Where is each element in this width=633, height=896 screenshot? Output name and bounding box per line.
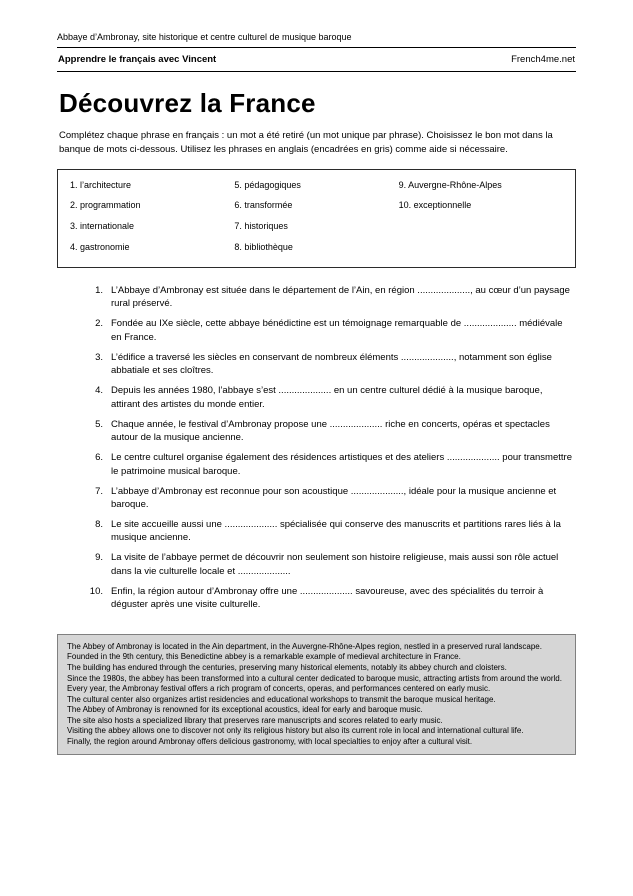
sentence-item — [83, 451, 574, 478]
word-bank-item: 4. gastronomie — [70, 241, 130, 252]
header-brand-text: Apprendre le français avec Vincent — [58, 54, 217, 65]
english-sentence: The site also hosts a specialized library that preserves rare manuscripts and scores related to early music. — [67, 715, 443, 725]
english-sentence: Finally, the region around Ambronay offers delicious gastronomy, with local specialties to enjoy after a cultural visit. — [67, 736, 473, 746]
sentence-item — [83, 351, 574, 378]
sentence-text: Le site accueille aussi une .................... spécialisée qui conserve des manuscrits et partitions rares liés à la musique ancienne. — [111, 519, 561, 544]
sentence-text: L’édifice a traversé les siècles en conservant de nombreux éléments ...................., notamment son église abbatiale et ses cloîtres. — [111, 351, 552, 377]
header-bar — [57, 47, 576, 72]
english-sentence: The Abbey of Ambronay is renowned for its exceptional acoustics, ideal for early and baroque music. — [67, 705, 423, 715]
sentence-number: 8. — [95, 519, 103, 530]
sentence-item — [83, 418, 574, 445]
word-bank-item: 7. historiques — [234, 221, 288, 232]
english-sentence: Visiting the abbey allows one to discover not only its religious history but also its current role in local and international cultural life. — [67, 726, 524, 736]
sentence-number: 9. — [95, 552, 103, 564]
page-title: Découvrez la France — [59, 88, 316, 118]
sentence-item — [83, 551, 574, 578]
sentence-text: Fondée au IXe siècle, cette abbaye bénédictine est un témoignage remarquable de .................... médiévale en France. — [111, 318, 563, 343]
english-sentence: Founded in the 9th century, this Benedictine abbey is a remarkable example of medieval architecture in France. — [67, 652, 461, 662]
sentence-text: Chaque année, le festival d’Ambronay propose une .................... riche en concerts, opéras et spectacles autour de la musique ancienne. — [111, 418, 550, 444]
sentence-number: 10. — [89, 585, 103, 597]
sentence-number: 3. — [95, 351, 103, 363]
sentence-item — [83, 518, 574, 545]
word-bank-column — [70, 180, 234, 263]
sentence-text: Le centre culturel organise également des résidences artistiques et des ateliers .................... pour transmettre le patrimoine musical baroque. — [111, 452, 572, 477]
sentence-text: L’Abbaye d’Ambronay est située dans le département de l’Ain, en région ...................., au cœur d’un paysage rural préservé. — [111, 284, 570, 310]
sentence-number: 6. — [95, 452, 103, 464]
english-sentence: Since the 1980s, the abbey has been transformed into a cultural center dedicated to baroque music, attracting artists from around the world. — [67, 673, 562, 683]
english-sentence: The cultural center also organizes artist residencies and educational workshops to transmit the baroque musical heritage. — [67, 694, 496, 704]
word-bank-column — [234, 180, 398, 263]
word-bank-columns — [57, 169, 576, 268]
word-bank-item: 10. exceptionnelle — [398, 200, 472, 211]
english-sentence: The building has endured through the centuries, preserving many historical elements, notably its abbey church and cloisters. — [67, 663, 507, 672]
sentence-item — [83, 485, 574, 512]
sentence-item — [83, 384, 574, 411]
word-bank-item: 9. Auvergne-Rhône-Alpes — [398, 179, 502, 190]
sentence-number: 1. — [95, 284, 103, 296]
word-bank-item: 3. internationale — [70, 221, 135, 232]
sentence-item — [83, 284, 574, 311]
word-bank-item: 1. l’architecture — [70, 179, 132, 190]
sentence-number: 7. — [95, 485, 103, 497]
word-bank-item: 2. programmation — [70, 200, 141, 211]
document-subtitle: Abbaye d’Ambronay, site historique et centre culturel de musique baroque — [57, 32, 352, 42]
sentence-text: La visite de l’abbaye permet de découvrir non seulement son histoire religieuse, mais aussi son rôle actuel dans la vie culturelle locale et .................... — [111, 552, 559, 577]
sentence-text: L’abbaye d’Ambronay est reconnue pour son acoustique ...................., idéale pour la musique ancienne et baroque. — [111, 485, 557, 511]
sentence-number: 5. — [95, 418, 103, 430]
exercise-instructions: Complétez chaque phrase en français : un mot a été retiré (un mot unique par phrase). Choisissez le bon mot dans la banque de mots ci-dessous. Utilisez les phrases en anglais (encadrées en gris) comme aide si nécessaire. — [59, 130, 553, 155]
header-website-text: French4me.net — [511, 54, 575, 65]
sentence-item — [83, 585, 574, 612]
word-bank-column — [399, 180, 563, 263]
word-bank-item: 8. bibliothèque — [234, 241, 293, 252]
word-bank-item: 6. transformée — [234, 200, 293, 211]
sentence-text: Depuis les années 1980, l’abbaye s’est .................... en un centre culturel dédié à la musique baroque, attirant des artistes du monde entier. — [111, 385, 543, 410]
sentence-list — [83, 284, 576, 612]
english-sentence: The Abbey of Ambronay is located in the Ain department, in the Auvergne-Rhône-Alpes region, nestled in a preserved rural landscape. — [67, 641, 542, 651]
sentence-number: 4. — [95, 385, 103, 397]
sentence-number: 2. — [95, 318, 103, 330]
english-help-box — [57, 634, 576, 755]
english-sentence: Every year, the Ambronay festival offers a rich program of concerts, operas, and performances centered on early music. — [67, 684, 491, 694]
sentence-text: Enfin, la région autour d’Ambronay offre une .................... savoureuse, avec des spécialités du terroir à déguster après une visite culturelle. — [111, 585, 544, 611]
word-bank-item: 5. pédagogiques — [234, 179, 301, 190]
sentence-item — [83, 317, 574, 344]
